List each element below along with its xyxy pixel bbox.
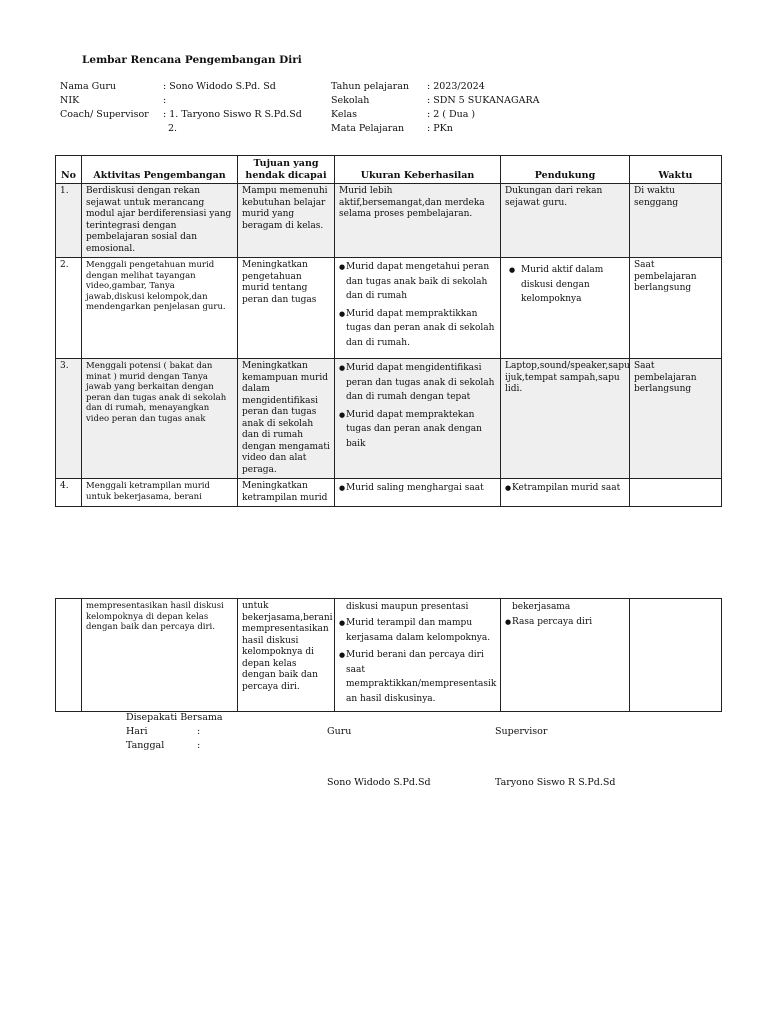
tahun-label: Tahun pelajaran: [331, 81, 409, 92]
row2-ukuran: [335, 258, 501, 359]
hari-colon: :: [197, 726, 201, 737]
row3-aktivitas: Menggali potensi ( bakat dan minat ) murid dengan Tanya jawab yang berkaitan dengan peran dan tugas anak di sekolah dan di rumah, menayangkan video peran dan tugas anak: [82, 359, 238, 479]
nik-label: NIK: [60, 95, 80, 106]
guru-name: Sono Widodo S.Pd.Sd: [327, 777, 431, 788]
row2-pendukung: [501, 258, 630, 359]
cont-no: [56, 599, 82, 712]
hari-label: Hari: [126, 726, 148, 737]
row4-pendukung: [501, 479, 630, 507]
cont-waktu: [630, 599, 722, 712]
row4-waktu: [630, 479, 722, 507]
row4-ukuran: [335, 479, 501, 507]
cont-pendukung: [501, 599, 630, 712]
sekolah-value: : SDN 5 SUKANAGARA: [427, 95, 540, 106]
table-row: [56, 599, 722, 712]
row4-no: 4.: [56, 479, 82, 507]
nik-value: :: [163, 95, 167, 106]
plan-table: [55, 155, 722, 507]
tahun-value: : 2023/2024: [427, 81, 485, 92]
cont-pendukung-item: ● Rasa percaya diri: [505, 615, 625, 630]
coach-value: : 1. Taryono Siswo R S.Pd.Sd: [163, 109, 302, 120]
cont-ukuran-item: ● Murid terampil dan mampu kerjasama dalam kelompoknya.: [339, 616, 496, 645]
row3-no: 3.: [56, 359, 82, 479]
row3-pendukung: Laptop,sound/speaker,sapu ijuk,tempat sampah,sapu lidi.: [501, 359, 630, 479]
cont-ukuran-item: ● Murid berani dan percaya diri saat mempraktikkan/mempresentasik an hasil diskusinya.: [339, 648, 496, 706]
row4-aktivitas: Menggali ketrampilan murid untuk bekerjasama, berani: [82, 479, 238, 507]
row2-tujuan: Meningkatkan pengetahuan murid tentang peran dan tugas: [238, 258, 335, 359]
info-left-labels: [60, 80, 149, 122]
document-title: Lembar Rencana Pengembangan Diri: [82, 54, 302, 66]
cont-aktivitas: mempresentasikan hasil diskusi kelompoknya di depan kelas dengan baik dan percaya diri.: [82, 599, 238, 712]
cont-pendukung-first: bekerjasama: [512, 602, 571, 612]
coach-label: Coach/ Supervisor: [60, 109, 149, 120]
header-aktivitas: Aktivitas Pengembangan: [82, 156, 238, 184]
row1-pendukung: Dukungan dari rekan sejawat guru.: [501, 184, 630, 258]
guru-label: Guru: [327, 726, 352, 737]
row1-aktivitas: Berdiskusi dengan rekan sejawat untuk merancang modul ajar berdiferensiasi yang terintegrasi dengan pembelajaran sosial dan emosional.: [82, 184, 238, 258]
row2-aktivitas: Menggali pengetahuan murid dengan melihat tayangan video,gambar, Tanya jawab,diskusi kelompok,dan mendengarkan penjelasan guru.: [82, 258, 238, 359]
cont-ukuran: [335, 599, 501, 712]
row3-waktu: Saat pembelajaran berlangsung: [630, 359, 722, 479]
header-no: No: [56, 156, 82, 184]
info-left-values: [163, 80, 302, 136]
row2-waktu: Saat pembelajaran berlangsung: [630, 258, 722, 359]
header-waktu: Waktu: [630, 156, 722, 184]
header-ukuran: Ukuran Keberhasilan: [335, 156, 501, 184]
supervisor-label: Supervisor: [495, 726, 548, 737]
row2-ukuran-item: ● Murid dapat mempraktikkan tugas dan peran anak di sekolah dan di rumah.: [339, 307, 496, 351]
kelas-value: : 2 ( Dua ): [427, 109, 476, 120]
mapel-value: : PKn: [427, 123, 453, 134]
coach-second-value: 2.: [168, 123, 178, 134]
supervisor-name: Taryono Siswo R S.Pd.Sd: [495, 777, 616, 788]
row4-tujuan: Meningkatkan ketrampilan murid: [238, 479, 335, 507]
table-row: [56, 479, 722, 507]
row4-pendukung-item: ● Ketrampilan murid saat: [505, 481, 625, 496]
row1-no: 1.: [56, 184, 82, 258]
row3-ukuran-item: ● Murid dapat mengidentifikasi peran dan tugas anak di sekolah dan di rumah dengan tepat: [339, 361, 496, 405]
tanggal-label: Tanggal: [126, 740, 165, 751]
row1-tujuan: Mampu memenuhi kebutuhan belajar murid yang beragam di kelas.: [238, 184, 335, 258]
kelas-label: Kelas: [331, 109, 358, 120]
table-row: [56, 258, 722, 359]
row3-tujuan: Meningkatkan kemampuan murid dalam mengidentifikasi peran dan tugas anak di sekolah dan di rumah dengan mengamati video dan alat peraga.: [238, 359, 335, 479]
header-pendukung: Pendukung: [501, 156, 630, 184]
row1-waktu: Di waktu senggang: [630, 184, 722, 258]
row2-no: 2.: [56, 258, 82, 359]
cont-ukuran-first: diskusi maupun presentasi: [346, 602, 469, 612]
row3-ukuran-item: ● Murid dapat mempraktekan tugas dan peran anak dengan baik: [339, 408, 496, 452]
info-right-labels: [331, 80, 409, 136]
cont-tujuan: untuk bekerjasama,berani mempresentasikan hasil diskusi kelompoknya di depan kelas dengan baik dan percaya diri.: [238, 599, 335, 712]
info-right-values: [427, 80, 539, 136]
row1-ukuran: Murid lebih aktif,bersemangat,dan merdeka selama proses pembelajaran.: [335, 184, 501, 258]
row4-ukuran-item: ● Murid saling menghargai saat: [339, 481, 496, 496]
header-tujuan: Tujuan yang hendak dicapai: [238, 156, 335, 184]
tanggal-colon: :: [197, 740, 201, 751]
nama-guru-value: : Sono Widodo S.Pd. Sd: [163, 81, 276, 92]
row2-ukuran-item: ● Murid dapat mengetahui peran dan tugas anak baik di sekolah dan di rumah: [339, 260, 496, 304]
row3-ukuran: [335, 359, 501, 479]
table-header-row: [56, 156, 722, 184]
row2-pendukung-item: ● Murid aktif dalam diskusi dengan kelompoknya: [509, 263, 625, 307]
plan-table-continuation: [55, 598, 722, 712]
table-row: [56, 359, 722, 479]
table-row: [56, 184, 722, 258]
mapel-label: Mata Pelajaran: [331, 123, 405, 134]
sekolah-label: Sekolah: [331, 95, 370, 106]
nama-guru-label: Nama Guru: [60, 81, 117, 92]
signature-heading: Disepakati Bersama: [126, 712, 223, 723]
